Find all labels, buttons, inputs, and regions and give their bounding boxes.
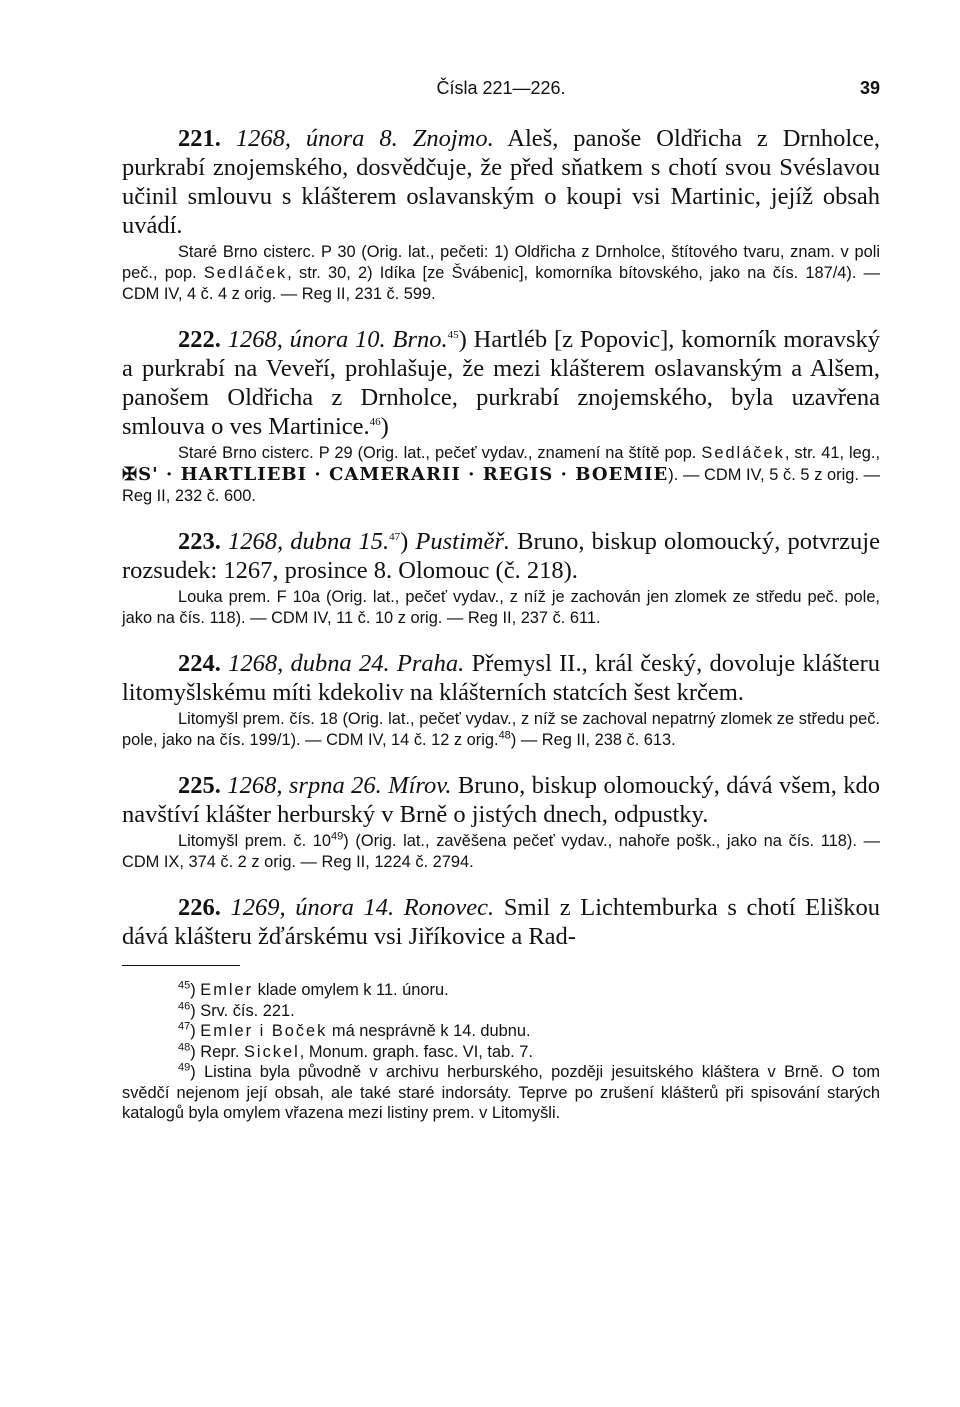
entry-222 [122,325,880,507]
entry-date: 1268, srpna 26. Mírov. [227,772,452,799]
footnote-number: 45 [178,979,191,992]
entry-number: 225. [178,772,221,799]
regest [122,649,880,707]
source-text: ) (Orig. lat., zavěšena pečeť vydav., nahoře pošk., jako na čís. 118). — CDM IX, 374 č. 2 z orig. — Reg II, 1224 č. 2794. [122,832,880,871]
footnote-ref: 49 [331,830,344,843]
footnote: $^{46}$) Srv. čís. 221. [178,1000,295,1020]
entry-224 [122,649,880,751]
entry-date: 1268, února 8. Znojmo. [235,125,494,152]
footnote-ref: 48 [498,729,511,742]
regest [122,124,880,240]
source-text: , str. 30, 2) Idíka [ze Švábenic], komorníka bítovského, jako na čís. 187/4). — CDM IV, 4 č. 4 z orig. — Reg II, 231 č. 599. [122,264,880,303]
footnote-number: 48 [178,1041,191,1054]
entry-number: 222. [178,326,221,353]
author-name: Emler [200,981,254,999]
entry-date: 1268, dubna 24. Praha. [228,650,465,677]
source-text: Staré Brno cisterc. P 30 (Orig. lat., pečeti: 1) Oldřicha z Drnholce, štítového tvaru, znam. v poli peč., pop. [122,243,880,282]
regest [122,771,880,829]
entry-date: 1268, dubna 15. [227,528,390,555]
page-number: 39 [859,78,880,98]
entry-date: 1268, února 10. Brno. [227,326,448,353]
footnote-text: Srv. čís. 221. [200,1001,295,1020]
source-text: Litomyšl prem. čís. 18 (Orig. lat., pečeť vydav., z níž se zachoval nepatrný zlomek ze středu peč. pole, jako na čís. 199/1). — CDM IV, 14 č. 12 z orig. [122,710,880,749]
regest [122,893,880,951]
author-name: Sedláček [203,264,288,282]
source-note [122,709,880,751]
entry-number: 226. [178,894,221,921]
entry-number: 223. [178,528,221,555]
regest-text: Aleš, panoše Oldřicha z Drnholce, purkrabí znojemského, dosvědčuje, že před sňatkem s chotí svou Svéslavou učinil smlouvu s klášterem oslavanským o koupi vsi Martinic, jejíž obsah uvádí. [122,125,881,239]
source-text: Litomyšl prem. č. 10 [178,832,332,850]
footnote: $^{48}$) Repr. Sickel, Monum. graph. fasc. VI, tab. 7. [178,1041,533,1061]
entry-221 [122,124,880,305]
footnote-text: má nesprávně k 14. dubnu. [327,1022,531,1040]
source-text: , str. 41, leg., [784,444,881,462]
source-text: ) — Reg II, 238 č. 613. [510,731,676,749]
footnote-text: Listina byla původně v archivu herburského, později jesuitského kláštera v Brně. O tom svědčí nejenom její obsah, ale také staré indorsáty. Teprve po zrušení klášterů při spisování starých katalogů byla omylem vřazena mezi listiny prem. v Litomyšli. [122,1063,881,1122]
regest-text: Bruno, biskup olomoucký, potvrzuje rozsudek: 1267, prosince 8. Olomouc (č. 218). [122,528,880,584]
footnote-number: 46 [178,1000,191,1013]
footnote-divider [122,965,240,966]
footnote: $^{45}$) Emler klade omylem k 11. únoru. [178,979,449,999]
footnote: $^{47}$) Emler i Boček má nesprávně k 14. dubnu. [178,1020,531,1040]
footnote: $^{49}$) Listina byla původně v archivu herburského, později jesuitského kláštera v Brně. O tom svědčí nejenom její obsah, ale také staré indorsáty. Teprve po zrušení klášterů při spisování starých katalogů byla omylem vřazena mezi listiny prem. v Litomyšli. [122,1061,881,1122]
regest: 223. 1268, dubna 15.47) Pustiměř. Bruno, biskup olomoucký, potvrzuje rozsudek: 1267, prosince 8. Olomouc (č. 218). [122,528,880,584]
footnote-number: 47 [178,1020,191,1033]
regest-text: ) [380,413,389,440]
seal-legend: ✠S' · HARTLIEBI · CAMERARII · REGIS · BOEMIE [122,464,669,485]
source-text: Staré Brno cisterc. P 29 (Orig. lat., pečeť vydav., znamení na štítě pop. [178,444,697,462]
running-head [122,74,880,104]
source-text: ). — CDM IV, 5 č. 5 z orig. — Reg II, 232 č. 600. [122,466,880,505]
author-name: Emler i Boček [200,1022,328,1040]
source-note [122,242,880,305]
entry-226 [122,893,880,951]
running-head-title: Čísla 221—226. [436,78,566,98]
footnote-number: 49 [178,1061,191,1074]
author-name: Sedláček [701,444,785,462]
entry-225 [122,771,880,873]
footnote-ref: 47 [389,530,401,543]
regest-text: ) Hartléb [z Popovic], komorník moravský a purkrabí na Veveří, prohlašuje, že mezi klášterem oslavanským a Alšem, panošem Oldřicha z Drnholce, purkrabí znojemského, byla uzavřena smlouva o ves Martinice. [122,326,880,440]
footnotes [122,980,880,1124]
footnote-text: , Monum. graph. fasc. VI, tab. 7. [299,1042,533,1061]
footnote-text: Repr. [200,1042,244,1061]
regest-text: Smil z Lichtemburka s chotí Eliškou dává klášteru žďárskému vsi Jiříkovice a Rad- [122,894,880,950]
entry-place: Pustiměř. [415,528,511,555]
entry-number: 224. [178,650,221,677]
author-name: Sickel [244,1042,300,1061]
regest [122,325,880,441]
regest-text: Přemysl II., král český, dovoluje klášteru litomyšlskému míti kdekoliv na klášterních statcích šest krčem. [122,650,881,706]
page [122,74,880,1124]
entry-number: 221. [178,125,221,152]
entry-date: 1269, února 14. Ronovec. [230,894,495,921]
source-note [122,831,880,873]
footnote-ref: 46 [369,415,381,428]
source-note: Louka prem. F 10a (Orig. lat., pečeť vydav., z níž je zachován jen zlomek ze středu peč. pole, jako na čís. 118). — CDM IV, 11 č. 10 z orig. — Reg II, 237 č. 611. [122,588,880,627]
source-note [122,443,880,507]
regest-text: Bruno, biskup olomoucký, dává všem, kdo navštíví klášter herburský v Brně o jistých dnech, odpustky. [122,772,881,828]
footnote-text: klade omylem k 11. únoru. [253,981,449,999]
entry-223 [122,527,880,629]
footnote-ref: 45 [447,328,459,341]
